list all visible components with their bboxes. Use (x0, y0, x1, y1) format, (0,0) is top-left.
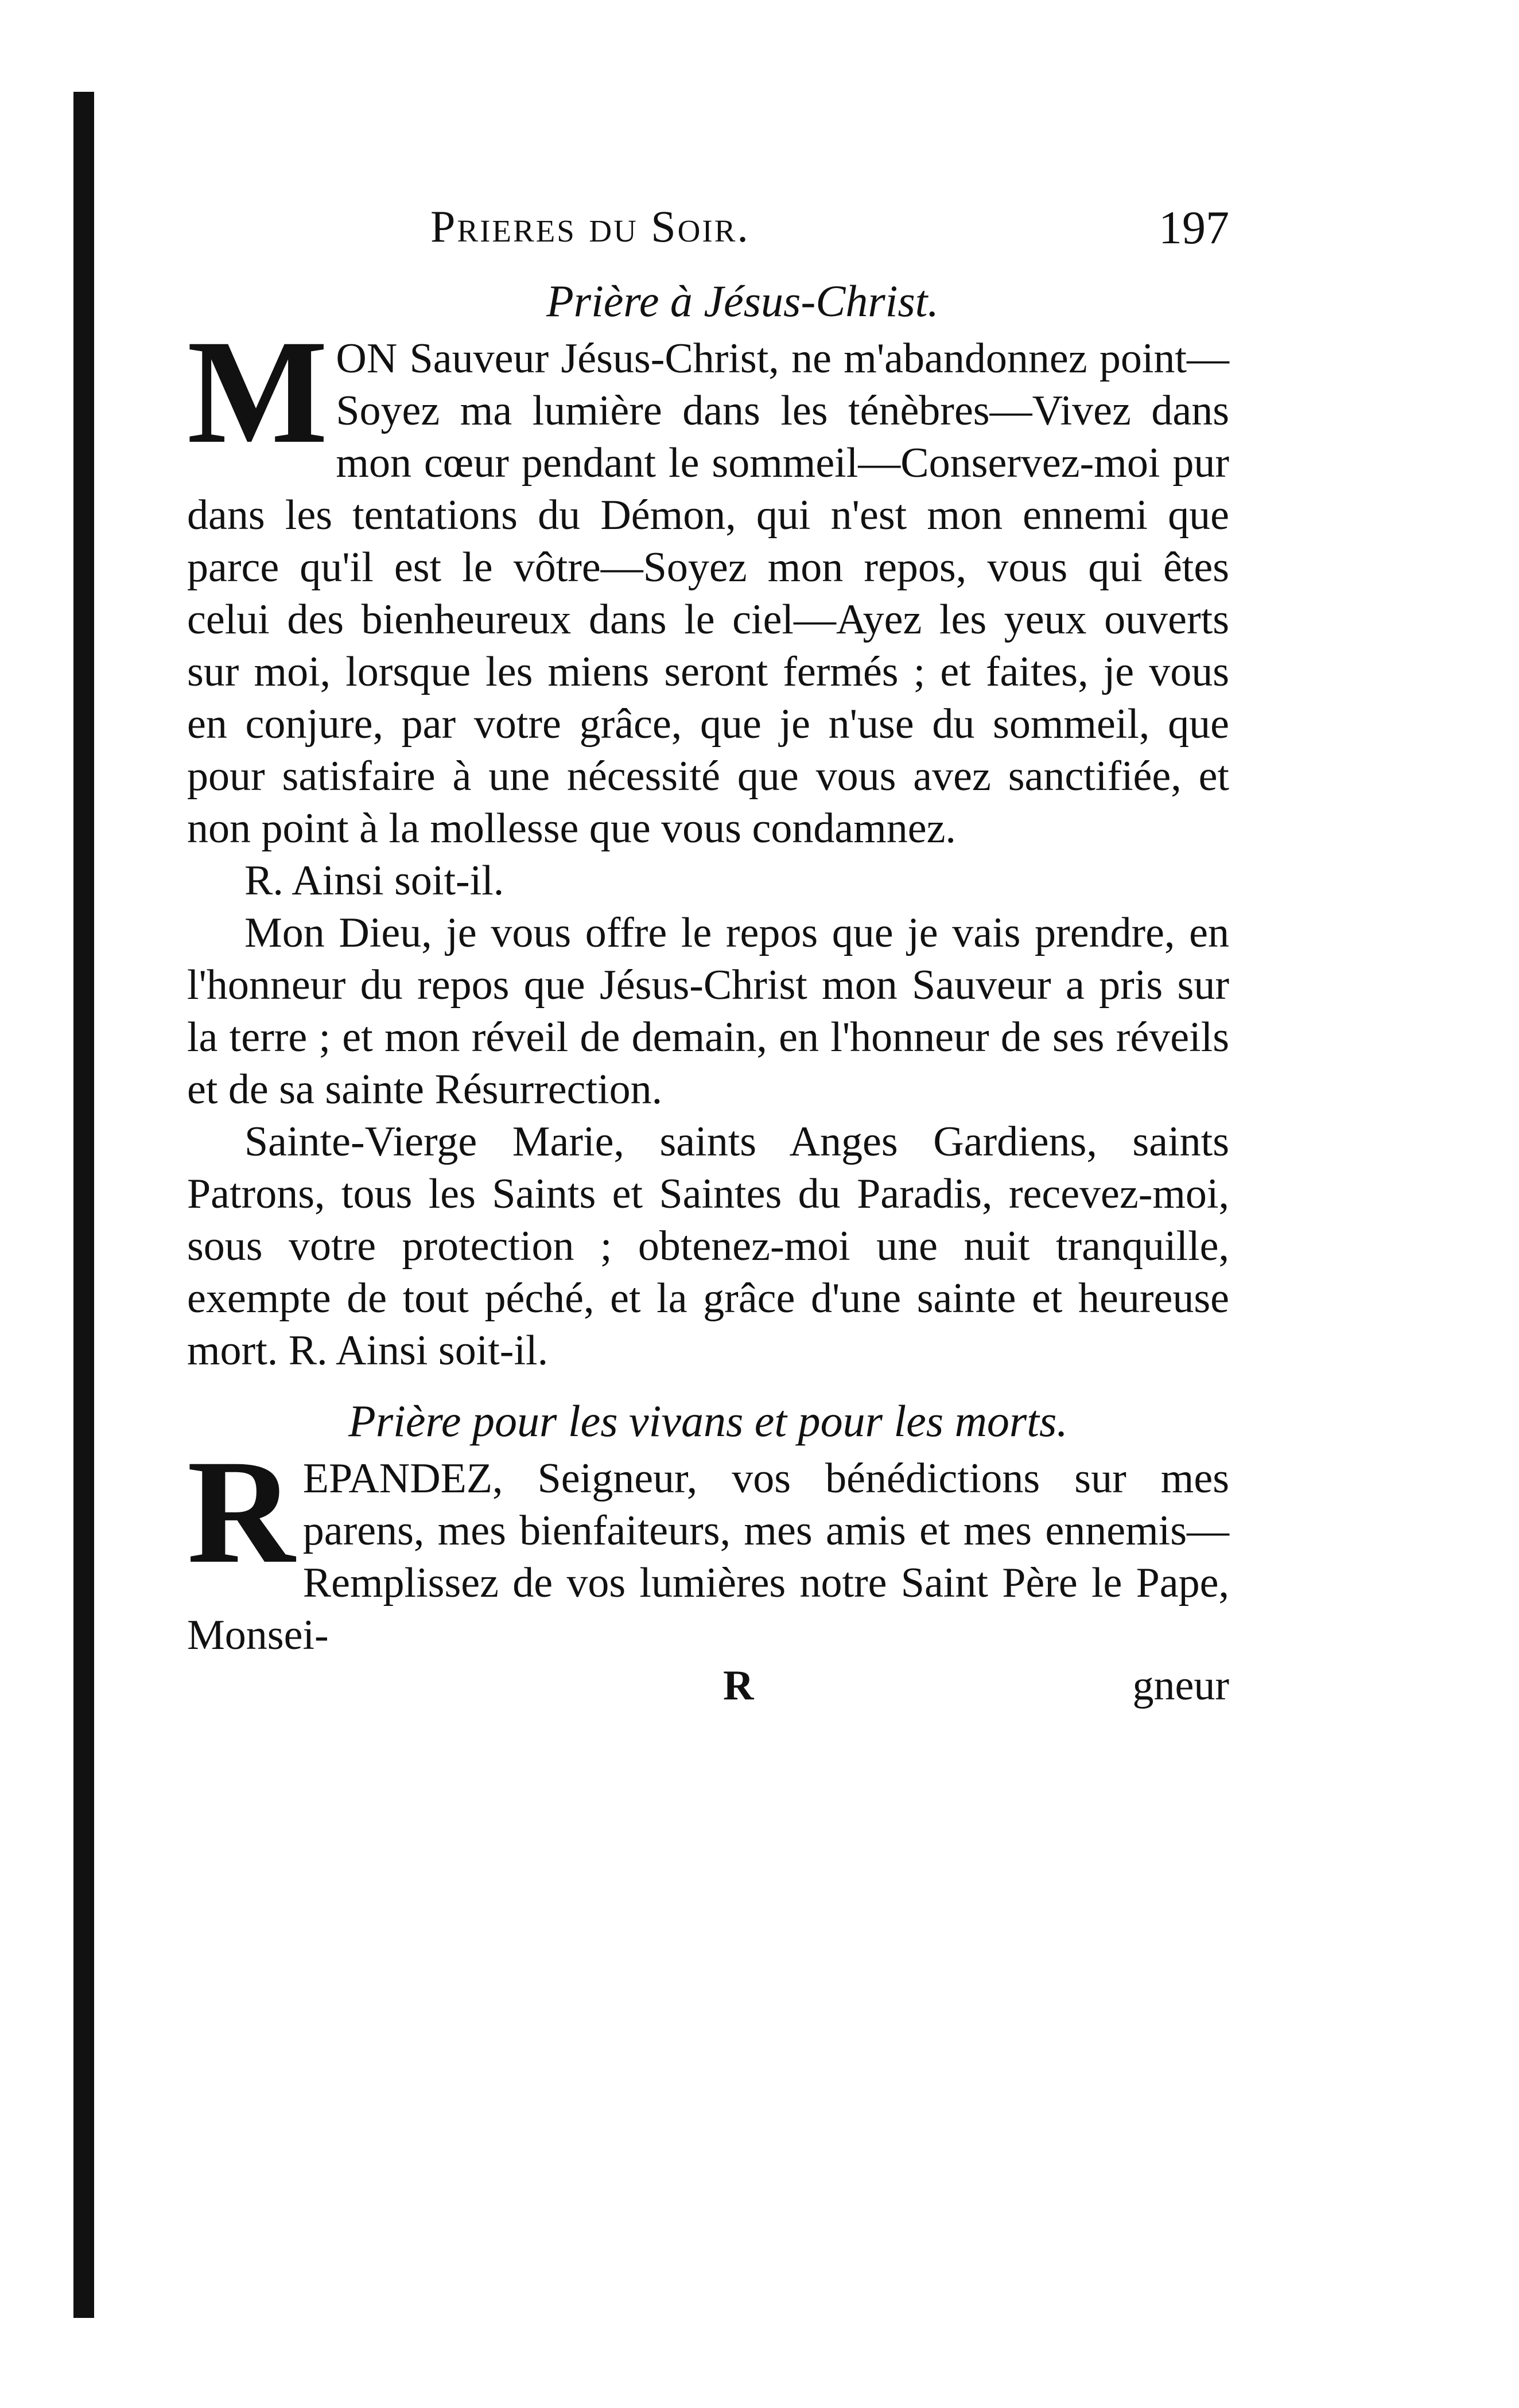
prayer-jesus-body (187, 309, 1229, 855)
section-heading-living-dead: Prière pour les vivans et pour les morts. (348, 1396, 1068, 1446)
binding-edge (73, 92, 94, 2318)
spacer (187, 1377, 1229, 1390)
prayer-living-dead-text: EPANDEZ, Seigneur, vos bénédictions sur mes parens, mes bienfaiteurs, mes amis et mes ennemis—Remplissez de vos lumières notre Saint Père le Pape, Monsei- (187, 1455, 1229, 1659)
response-amen-1: R. Ainsi soit-il. (244, 857, 504, 904)
running-head (187, 201, 1229, 270)
page-number: 197 (1159, 201, 1229, 254)
section-heading-jesus: Prière à Jésus-Christ. (546, 276, 939, 326)
running-title: Prieres du Soir. (430, 201, 750, 251)
signature-mark: R (723, 1662, 754, 1709)
drop-cap-r: R (187, 1429, 295, 1594)
catchword: gneur (1132, 1662, 1229, 1709)
prayer-jesus-text: ON Sauveur Jésus-Christ, ne m'abandonnez point—Soyez ma lumière dans les ténèbres—Vivez dans mon cœur pendant le sommeil—Conservez-moi pur dans les tentations du Démon, qui n'est mon ennemi que parce qu'il est le vôtre—Soyez mon repos, vous qui êtes celui des bienheureux dans le ciel—Ayez les yeux ouverts sur moi, lorsque les miens seront fermés ; et faites, je vous en conjure, par votre grâce, que je n'use du sommeil, que pour satisfaire à une nécessité que vous avez sanctifiée, et non point à la mollesse que vous condamnez. (187, 335, 1229, 852)
paragraph-saints: Sainte-Vierge Marie, saints Anges Gardiens, saints Patrons, tous les Saints et Saintes du Paradis, recevez-moi, sous votre protection ; obtenez-moi une nuit tranquille, exempte de tout péché, et la grâce d'une sainte et heureuse mort. R. Ainsi soit-il. (187, 1118, 1229, 1374)
prayer-living-dead-body (187, 1429, 1229, 1662)
paragraph-offering: Mon Dieu, je vous offre le repos que je vais prendre, en l'honneur du repos que Jésus-Christ mon Sauveur a pris sur la terre ; et mon réveil de demain, en l'honneur de ses réveils et de sa sainte Résurrection. (187, 909, 1229, 1113)
book-page (187, 201, 1229, 1719)
page-footer (187, 1662, 1229, 1719)
drop-cap-m: M (187, 309, 328, 474)
